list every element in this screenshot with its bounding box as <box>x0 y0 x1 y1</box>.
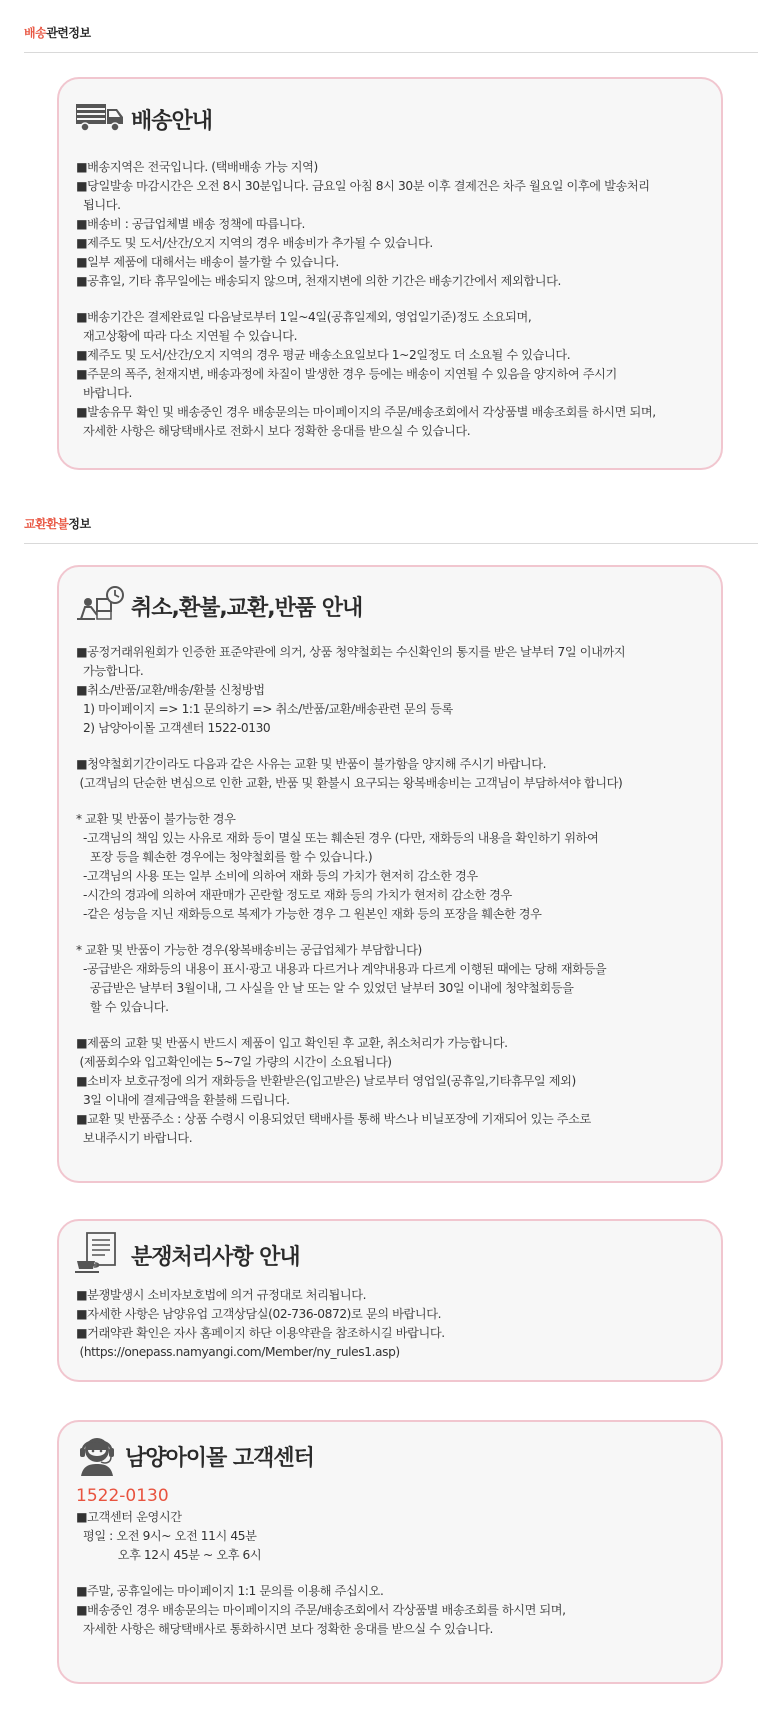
cs-hours-line: ■고객센터 운영시간 <box>76 1510 182 1524</box>
exchange-line: -시간의 경과에 의하여 재판매가 곤란할 정도로 재화 등의 가치가 현저히 감소한 경우 <box>76 888 512 902</box>
shipping-line: ■배송비 : 공급업체별 배송 정책에 따릅니다. <box>76 217 306 231</box>
exchange-line: * 교환 및 반품이 가능한 경우(왕복배송비는 공급업체가 부담합니다) <box>76 943 422 957</box>
cs-box-heading: 남양아이몰 고객센터 <box>125 1445 314 1471</box>
exchange-line: * 교환 및 반품이 불가능한 경우 <box>76 812 236 826</box>
cs-note-line: ■주말, 공휴일에는 마이페이지 1:1 문의를 이용해 주십시오. <box>76 1584 384 1598</box>
shipping-info-box <box>57 77 723 470</box>
exchange-line: ■공정거래위원회가 인증한 표준약관에 의거, 상품 청약철회는 수신확인의 통지를 받은 날부터 7일 이내까지 가능합니다. <box>76 645 626 678</box>
shipping-box-content <box>76 158 707 441</box>
dispute-box-title <box>75 1231 300 1279</box>
shipping-box-heading: 배송안내 <box>131 108 213 134</box>
shipping-line: ■공휴일, 기타 휴무일에는 배송되지 않으며, 천재지변에 의한 기간은 배송기간에서 제외합니다. <box>76 274 561 288</box>
exchange-line: ■취소/반품/교환/배송/환불 신청방법 <box>76 683 265 697</box>
dispute-box-content <box>76 1286 707 1362</box>
exchange-header-rest: 정보 <box>68 517 91 531</box>
dispute-box-heading: 분쟁처리사항 안내 <box>131 1244 300 1270</box>
shipping-line: ■일부 제품에 대해서는 배송이 불가할 수 있습니다. <box>76 255 339 269</box>
exchange-line: ■청약철회기간이라도 다음과 같은 사유는 교환 및 반품이 불가함을 양지해 주시기 바랍니다. <box>76 757 547 771</box>
shipping-box-title <box>75 101 212 137</box>
shipping-line: ■당일발송 마감시간은 오전 8시 30분입니다. 금요일 아침 8시 30분 이후 결제건은 차주 월요일 이후에 발송처리 됩니다. <box>76 179 650 212</box>
cs-hours-line: 오후 12시 45분 ~ 오후 6시 <box>76 1548 262 1562</box>
exchange-line: -공급받은 재화등의 내용이 표시·광고 내용과 다르거나 계약내용과 다르게 이행된 때에는 당해 재화등을 공급받은 날부터 3월이내, 그 사실을 안 날 또는 알 수 있었던 날부터 30일 이내에 청약철회등을 할 수 있습니다. <box>82 962 607 1014</box>
exchange-box-content <box>76 643 707 1148</box>
headset-agent-icon <box>75 1432 119 1480</box>
shipping-header-accent: 배송 <box>24 26 47 40</box>
shipping-line: ■배송지역은 전국입니다. (택배배송 가능 지역) <box>76 160 318 174</box>
exchange-line: -고객님의 책임 있는 사유로 재화 등이 멸실 또는 훼손된 경우 (다만, 재화등의 내용을 확인하기 위하여 포장 등을 훼손한 경우에는 청약철회를 할 수 있습니다.) <box>82 831 599 864</box>
exchange-line: (고객님의 단순한 변심으로 인한 교환, 반품 및 환불시 요구되는 왕복배송비는 고객님이 부담하셔야 합니다) <box>76 776 623 790</box>
cs-box-title <box>75 1432 314 1480</box>
exchange-section-title <box>24 515 91 532</box>
shipping-header-rest: 관련정보 <box>46 26 91 40</box>
cs-phone-number: 1522-0130 <box>76 1486 169 1506</box>
document-cup-icon <box>75 1231 125 1279</box>
exchange-line: ■소비자 보호규정에 의거 재화등을 반환받은(입고받은) 날로부터 영업일(공휴일,기타휴무일 제외) 3일 이내에 결제금액을 환불해 드립니다. <box>76 1074 576 1107</box>
exchange-box-title <box>75 585 362 627</box>
exchange-line: ■제품의 교환 및 반품시 반드시 제품이 입고 확인된 후 교환, 취소처리가 가능합니다. <box>76 1036 508 1050</box>
exchange-box-heading: 취소,환불,교환,반품 안내 <box>131 595 363 621</box>
dispute-info-box <box>57 1219 723 1382</box>
customer-center-box <box>57 1420 723 1684</box>
exchange-line: -고객님의 사용 또는 일부 소비에 의하여 재화 등의 가치가 현저히 감소한 경우 <box>76 869 478 883</box>
shipping-section-header <box>24 24 758 53</box>
delivery-worker-icon <box>75 585 125 627</box>
cs-box-content <box>76 1484 707 1639</box>
shipping-line: ■주문의 폭주, 천재지변, 배송과정에 차질이 발생한 경우 등에는 배송이 지연될 수 있음을 양지하여 주시기 바랍니다. <box>76 367 617 400</box>
cs-hours-line: 평일 : 오전 9시~ 오전 11시 45분 <box>76 1529 257 1543</box>
cs-note-line: ■배송중인 경우 배송문의는 마이페이지의 주문/배송조회에서 각상품별 배송조회를 하시면 되며, 자세한 사항은 해당택배사로 통화하시면 보다 정확한 응대를 받으실 수 있습니다. <box>76 1603 566 1636</box>
exchange-line: (제품회수와 입고확인에는 5~7일 가량의 시간이 소요됩니다) <box>76 1055 392 1069</box>
exchange-section-header <box>24 515 758 544</box>
exchange-line: 1) 마이페이지 => 1:1 문의하기 => 취소/반품/교환/배송관련 문의 등록 <box>76 702 453 716</box>
dispute-line: ■분쟁발생시 소비자보호법에 의거 규정대로 처리됩니다. <box>76 1288 367 1302</box>
exchange-line: 2) 남양아이몰 고객센터 1522-0130 <box>76 721 271 735</box>
truck-icon <box>75 101 125 137</box>
dispute-line: ■자세한 사항은 남양유업 고객상담실(02-736-0872)로 문의 바랍니다. <box>76 1307 442 1321</box>
shipping-line: ■발송유무 확인 및 배송중인 경우 배송문의는 마이페이지의 주문/배송조회에서 각상품별 배송조회를 하시면 되며, 자세한 사항은 해당택배사로 전화시 보다 정확한 응대를 받으실 수 있습니다. <box>76 405 656 438</box>
exchange-info-box <box>57 565 723 1183</box>
dispute-line: ■거래약관 확인은 자사 홈페이지 하단 이용약관을 참조하시길 바랍니다. <box>76 1326 445 1340</box>
shipping-section-title <box>24 24 91 41</box>
dispute-line: (https://onepass.namyangi.com/Member/ny_rules1.asp) <box>76 1345 400 1359</box>
exchange-header-accent: 교환환불 <box>24 517 69 531</box>
exchange-line: -같은 성능을 지닌 재화등으로 복제가 가능한 경우 그 원본인 재화 등의 포장을 훼손한 경우 <box>76 907 542 921</box>
exchange-line: ■교환 및 반품주소 : 상품 수령시 이용되었던 택배사를 통해 박스나 비닐포장에 기재되어 있는 주소로 보내주시기 바랍니다. <box>76 1112 591 1145</box>
shipping-line: ■제주도 및 도서/산간/오지 지역의 경우 배송비가 추가될 수 있습니다. <box>76 236 433 250</box>
shipping-line: ■제주도 및 도서/산간/오지 지역의 경우 평균 배송소요일보다 1~2일정도 더 소요될 수 있습니다. <box>76 348 571 362</box>
shipping-line: ■배송기간은 결제완료일 다음날로부터 1일~4일(공휴일제외, 영업일기준)정도 소요되며, 재고상황에 따라 다소 지연될 수 있습니다. <box>76 310 532 343</box>
